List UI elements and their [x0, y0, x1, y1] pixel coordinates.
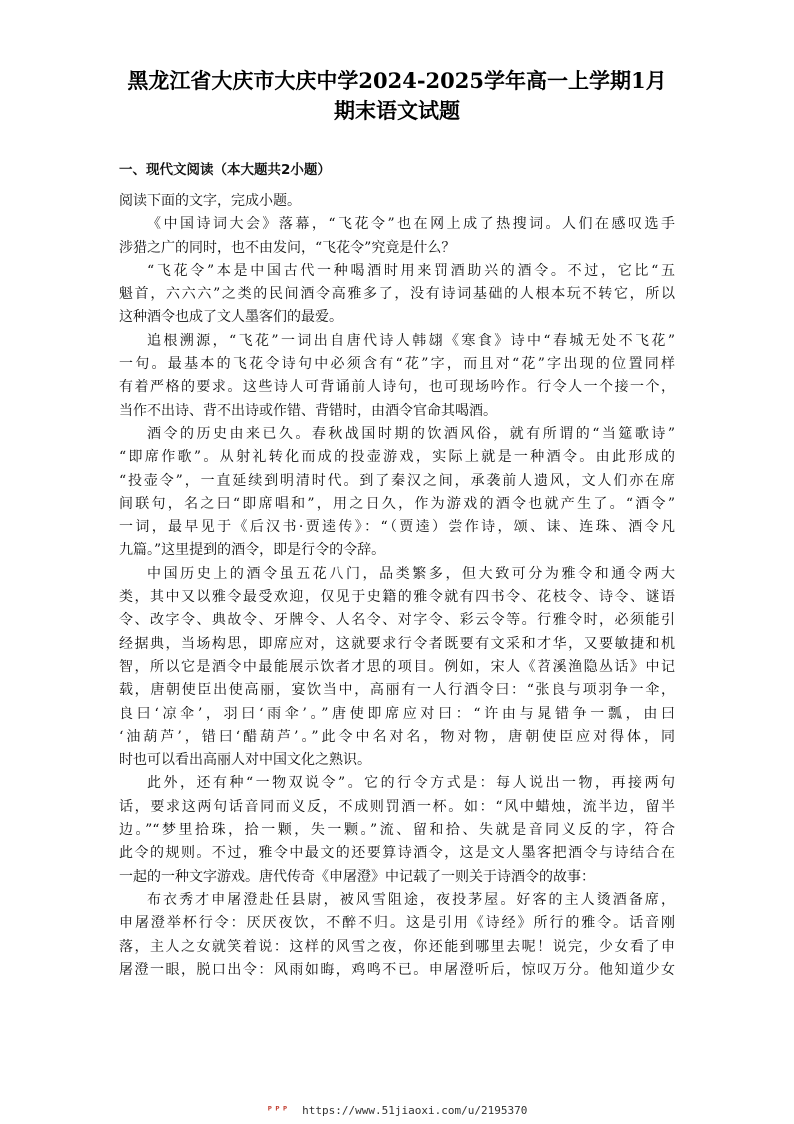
text-line: 智，所以它是酒令中最能展示饮者才思的项目。例如，宋人《苕溪渔隐丛话》中记	[119, 658, 675, 675]
text-line: 这种酒令也成了文人墨客们的最爱。	[119, 309, 343, 326]
text-line: 话，要求这两句话音同而义反，不成则罚酒一杯。如：“风中蜡烛，流半边，留半	[119, 798, 675, 815]
text-line: 令、改字令、典故令、牙牌令、人名令、对字令、彩云令等。行雅令时，必须能引	[119, 612, 675, 629]
title-line-2: 期末语文试题	[334, 98, 460, 123]
text-line: 布衣秀才申屠澄赴任县尉，被风雪阻途，夜投茅屋。好客的主人烫酒备席，	[147, 891, 675, 908]
text-line: 经据典，当场构思，即席应对，这就要求行令者既要有文采和才华，又要敏捷和机	[119, 635, 675, 652]
text-line: 时也可以看出高丽人对中国文化之熟识。	[119, 752, 371, 769]
text-line: 类，其中又以雅令最受欢迎，仅见于史籍的雅令就有四书令、花枝令、诗令、谜语	[119, 589, 675, 606]
text-line: 一句。最基本的飞花令诗句中必须含有“花”字，而且对“花”字出现的位置同样	[119, 356, 675, 373]
text-line: 一起的一种文字游戏。唐代传奇《申屠澄》中记载了一则关于诗酒令的故事：	[119, 868, 595, 885]
text-line: 涉猎之广的同时，也不由发问，“飞花令”究竟是什么？	[119, 239, 456, 256]
text-line: 申屠澄举杯行令：厌厌夜饮，不醉不归。这是引用《诗经》所行的雅令。话音刚	[119, 915, 675, 932]
text-line: 追根溯源，“飞花”一词出自唐代诗人韩翃《寒食》诗中“春城无处不飞花”	[147, 332, 675, 349]
text-line: 此外，还有种“一物双说令”。它的行令方式是：每人说出一物，再接两句	[147, 775, 675, 792]
text-line: 《中国诗词大会》落幕，“飞花令”也在网上成了热搜词。人们在感叹选手	[147, 216, 675, 233]
section-heading: 一、现代文阅读（本大题共2小题）	[119, 162, 331, 178]
text-line: “即席作歌”。从射礼转化而成的投壶游戏，实际上就是一种酒令。由此形成的	[119, 449, 675, 466]
text-line: 边。”“梦里拾珠，拾一颗，失一颗。”流、留和拾、失就是音同义反的字，符合	[119, 822, 675, 839]
text-line: 此令的规则。不过，雅令中最文的还要算诗酒令，这是文人墨客把酒令与诗结合在	[119, 845, 675, 862]
text-line: 阅读下面的文字，完成小题。	[119, 193, 301, 209]
text-line: “飞花令”本是中国古代一种喝酒时用来罚酒助兴的酒令。不过，它比“五	[147, 262, 675, 279]
text-line: 载，唐朝使臣出使高丽，宴饮当中，高丽有一人行酒令曰：“张良与项羽争一伞，	[119, 682, 675, 699]
text-line: ‘油葫芦’，错曰‘醋葫芦’。”此令中名对名，物对物，唐朝使臣应对得体，同	[119, 728, 675, 745]
text-line: 有着严格的要求。这些诗人可背诵前人诗句，也可现场吟作。行令人一个接一个，	[119, 379, 675, 396]
footer-url[interactable]: https://www.51jiaoxi.com/u/2195370	[302, 1104, 528, 1117]
text-line: 中国历史上的酒令虽五花八门，品类繁多，但大致可分为雅令和通令两大	[147, 565, 675, 582]
text-line: 一词，最早见于《后汉书·贾逵传》：“（贾逵）尝作诗，颂、诔、连珠、酒令凡	[119, 519, 675, 536]
body-text	[119, 190, 675, 982]
text-line: 魁首，六六六”之类的民间酒令高雅多了，没有诗词基础的人根本玩不转它，所以	[119, 286, 675, 303]
footer	[0, 1104, 794, 1118]
text-line: 九篇。”这里提到的酒令，即是行令的令辞。	[119, 542, 386, 559]
site-logo-icon: ᴾᴾᴾ	[266, 1104, 290, 1117]
text-line: 屠澄一眼，脱口出令：风雨如晦，鸡鸣不已。申屠澄听后，惊叹万分。他知道少女	[119, 961, 675, 978]
text-line: 酒令的历史由来已久。春秋战国时期的饮酒风俗，就有所谓的“当筵歌诗”	[147, 425, 675, 442]
text-line: “投壶令”，一直延续到明清时代。到了秦汉之间，承袭前人遗风，文人们亦在席	[119, 472, 675, 489]
text-line: 落，主人之女就笑着说：这样的风雪之夜，你还能到哪里去呢！说完，少女看了申	[119, 938, 675, 955]
text-line: 良曰‘凉伞’，羽曰‘雨伞’。”唐使即席应对曰：“许由与晁错争一瓢，由曰	[119, 705, 675, 722]
document-title	[100, 66, 694, 126]
text-line: 当作不出诗、背不出诗或作错、背错时，由酒令官命其喝酒。	[119, 402, 497, 419]
text-line: 间联句，名之曰“即席唱和”，用之日久，作为游戏的酒令也就产生了。“酒令”	[119, 495, 675, 512]
title-line-1: 黑龙江省大庆市大庆中学2024-2025学年高一上学期1月	[127, 68, 667, 93]
